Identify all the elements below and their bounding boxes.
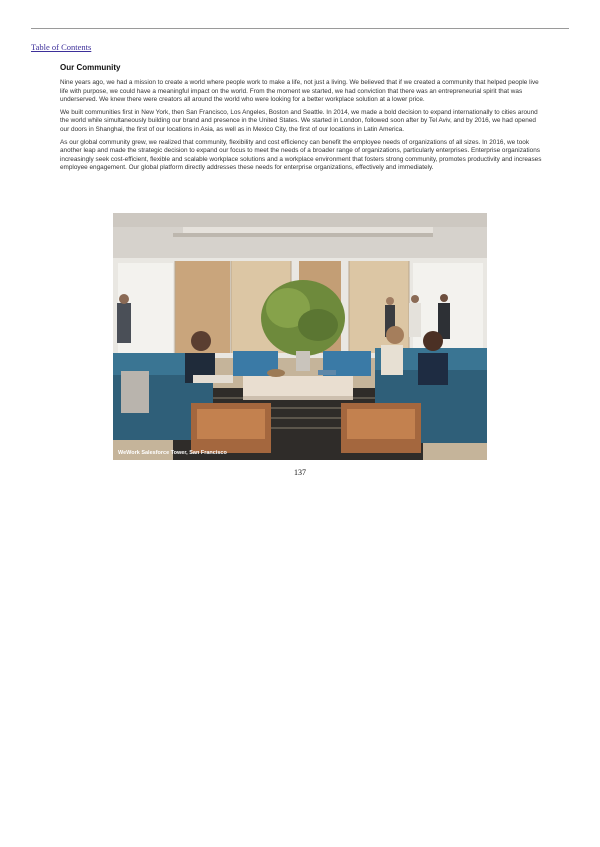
- top-rule: [31, 28, 569, 29]
- table-of-contents-link[interactable]: Table of Contents: [31, 42, 92, 52]
- paragraph-expansion: We built communities first in New York, then San Francisco, Los Angeles, Boston and Seattle. In 2014, we made a bold decision to expand internationally to cities around the world while simultaneously building our brand and presence in the United States. We started in London, followed soon after by Tel Aviv, and by 2016, we had opened our doors in Shanghai, the first of our locations in Asia, as well as in Mexico City, the first of our locations in Latin America.: [60, 108, 538, 133]
- photo-caption: WeWork Salesforce Tower, San Francisco: [118, 450, 227, 456]
- office-lounge-photo: [113, 213, 487, 460]
- page-number: 137: [294, 468, 306, 477]
- section-title: Our Community: [60, 63, 121, 72]
- paragraph-mission: Nine years ago, we had a mission to create a world where people work to make a life, not just a living. We believed that if we created a community that helped people live life with purpose, we could have a meaningful impact on the world. From the moment we started, we had conviction that there was an entrepreneurial spirit that was underserved. We knew there were creators all around the world who were looking for a better workplace solution at a lower price.: [60, 79, 539, 104]
- body-text: [60, 79, 546, 177]
- paragraph-enterprise: As our global community grew, we realized that community, flexibility and cost efficiency can benefit the employee needs of organizations of all sizes. In 2016, we took another leap and made the strategic decision to expand our focus to meet the needs of a broader range of organizations, particularly enterprises. Enterprise organizations increasingly seek cost-efficient, flexible and scalable workplace solutions and a workplace environment that fosters strong community, promotes productivity and increases employee engagement. Our global platform directly addresses these needs for enterprise organizations, effectively and immediately.: [60, 138, 542, 172]
